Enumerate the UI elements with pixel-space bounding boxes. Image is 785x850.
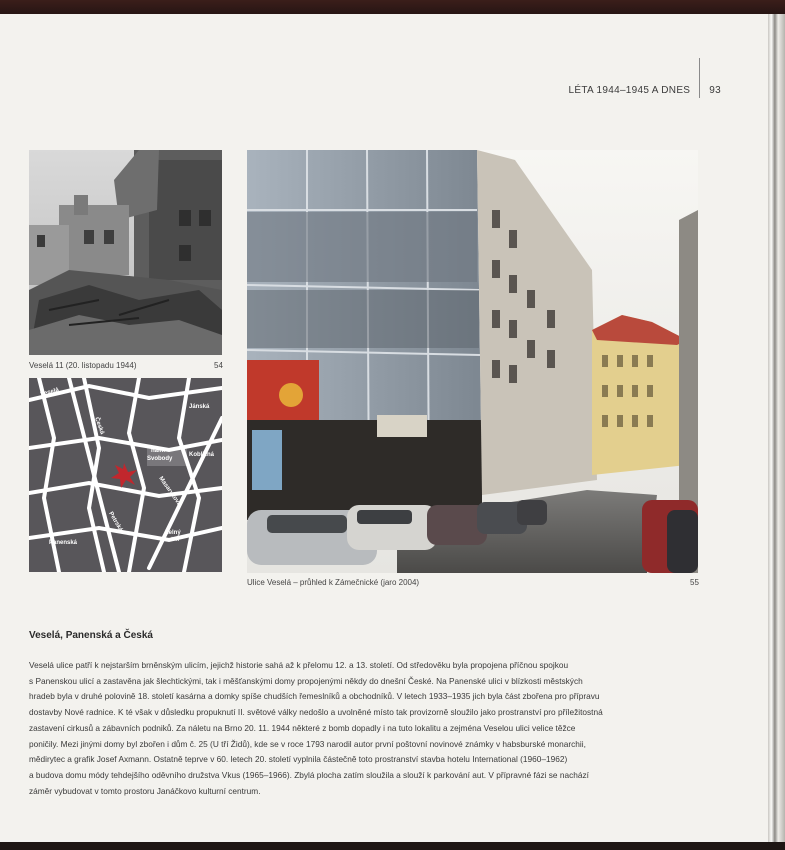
body-line: Veselá ulice patří k nejstarším brněnským ulicím, jejichž historie sahá až k přelomu 12. a 13. století. Od středověku byla propojena příčnou spojkou — [29, 660, 569, 670]
body-line: poničily. Mezi jinými domy byl zbořen i dům č. 25 (U tří Židů), kde se v roce 1793 narodil autor první poštovní novinové známky v habsburské monarchii, — [29, 738, 586, 749]
running-header — [569, 70, 722, 110]
map-label-svobody: Svobody — [147, 456, 173, 462]
map-label-koblizna: Kobližná — [189, 452, 214, 458]
section-title: Veselá, Panenská a Česká — [29, 630, 153, 641]
book-bottom-edge — [0, 842, 785, 850]
body-text — [29, 658, 701, 799]
map-label-panenska: Panenská — [49, 540, 78, 546]
figure-55-caption: Ulice Veselá – průhled k Zámečnické (jaro 2004) — [247, 578, 420, 587]
body-line: a budova domu módy tehdejšího oděvního družstva Vkus (1965–1966). Zbylá plocha zatím sloužila a slouží k parkování aut. V přípravné fázi se nachází — [29, 769, 589, 780]
photo-ruins — [29, 150, 222, 355]
map-label-masarykova: Masarykova — [157, 475, 182, 508]
map-label-petrska: Petrská — [107, 511, 124, 533]
page-number: 93 — [709, 84, 721, 96]
photo-street — [247, 150, 698, 573]
map-label-janska: Jánská — [189, 404, 210, 410]
body-line: s Panenskou ulicí a zastavěna jak šlechtickými, tak i měšťanskými domy propojenými někdy do dnešní České. Na Panenské ulici v blízkosti městských — [29, 675, 583, 686]
header-divider — [699, 58, 700, 98]
map-label-vesela: Veselá — [39, 387, 60, 398]
street-map — [29, 378, 222, 572]
figure-54-caption: Veselá 11 (20. listopadu 1944) — [29, 361, 137, 370]
figure-55-number: 55 — [690, 578, 699, 587]
body-line: zastavení cirkusů a zábavních podniků. Za náletu na Brno 20. 11. 1944 některé z bomb dopadly i na tuto lokalitu a zejména Veselou ulici velice těžce — [29, 722, 576, 733]
map-label-zelny: Zelný — [165, 530, 181, 536]
book-page-edges — [768, 14, 785, 850]
body-line: hradeb byla v druhé polovině 18. století kasárna a domky spíše chudších řemeslníků a obchodníků. V letech 1933–1935 jich byla část zbořena pro přípravu — [29, 691, 600, 702]
figure-54-number: 54 — [214, 361, 223, 370]
map-label-trh: trh — [171, 537, 179, 543]
body-line: záměr vybudovat v tomto prostoru Janáčkovo kulturní centrum. — [29, 785, 261, 796]
running-title: LÉTA 1944–1945 A DNES — [568, 84, 691, 96]
map-label-nam: nám. — [151, 448, 166, 454]
map-label-ceska: Česká — [93, 416, 105, 436]
body-line: mědirytec a grafik Josef Axmann. Ostatně teprve v 60. letech 20. století vyplnila částečně toto prostranství stavba hotelu International (1960–1962) — [29, 754, 568, 765]
body-line: dostavby Nové radnice. K té však v důsledku propuknutí II. světové války nedošlo a uvolněné místo tak provizorně sloužilo jako prostranství pro příležitostná — [29, 707, 603, 718]
